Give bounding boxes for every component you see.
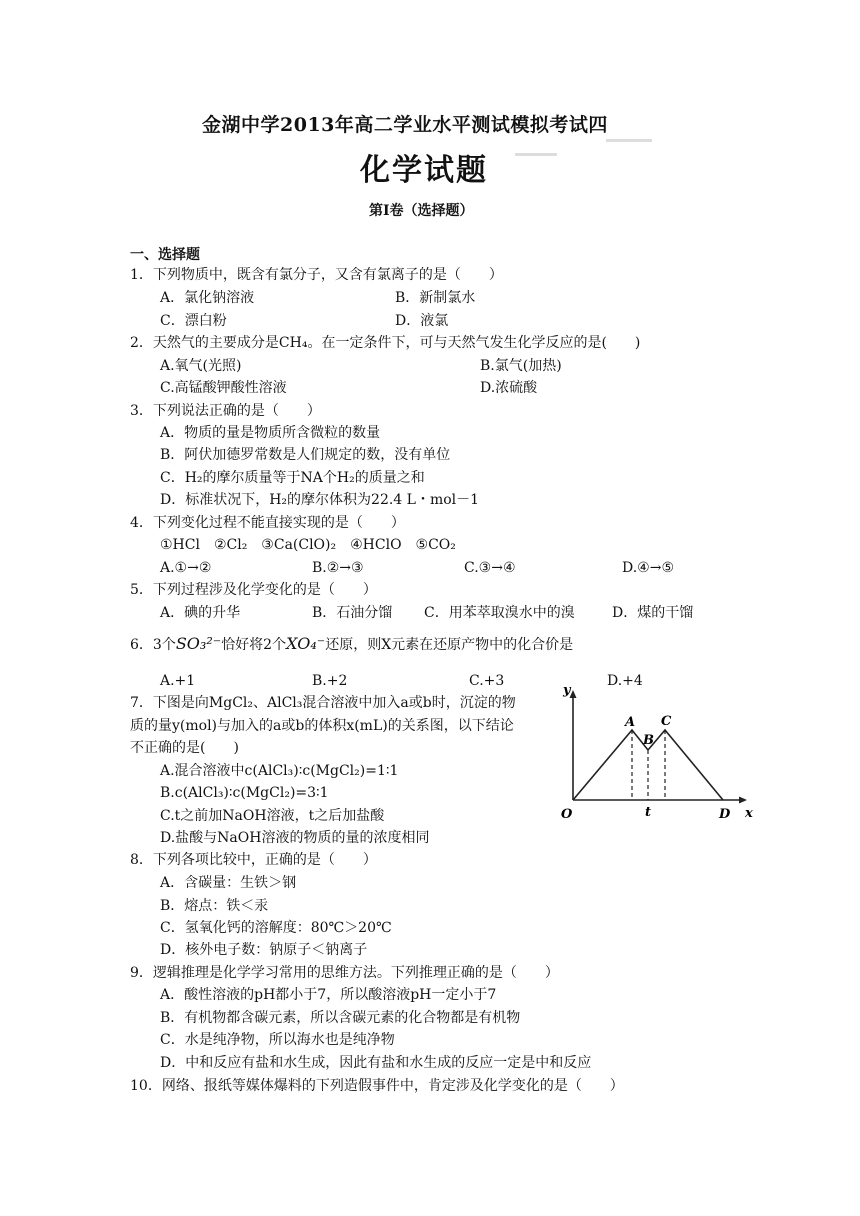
q2-option-c: C.高锰酸钾酸性溶液 (160, 380, 287, 396)
axis-label-x: x (745, 806, 753, 821)
q6-stem-mid: 恰好将2个 (221, 637, 287, 653)
q5-option-b: B．石油分馏 (312, 605, 393, 621)
q8-option-a: A．含碳量：生铁＞钢 (160, 875, 297, 891)
q6-formula-sulfite: SO₃²⁻ (175, 634, 222, 653)
q9-option-d: D．中和反应有盐和水生成，因此有盐和水生成的反应一定是中和反应 (160, 1055, 592, 1071)
question-1-stem: 1．下列物质中，既含有氯分子，又含有氯离子的是（ ） (130, 267, 503, 283)
question-9-stem: 9．逻辑推理是化学学习常用的思维方法。下列推理正确的是（ ） (130, 965, 559, 981)
q5-option-d: D．煤的干馏 (612, 605, 694, 621)
q7-option-a: A.混合溶液中c(AlCl₃)∶c(MgCl₂)=1∶1 (160, 763, 399, 779)
origin-label: O (561, 807, 573, 822)
q5-option-a: A．碘的升华 (160, 605, 241, 621)
q6-option-d: D.+4 (607, 673, 643, 689)
q1-option-a: A．氯化钠溶液 (160, 290, 255, 306)
q6-stem-pre: 6．3个 (130, 637, 176, 653)
point-label-c: C (661, 714, 672, 729)
volume-label: 第Ⅰ卷（选择题） (369, 203, 474, 219)
x-axis-arrow-icon (739, 797, 747, 804)
q4-option-a: A.①→② (160, 560, 212, 576)
q7-precipitate-graph (555, 682, 760, 824)
q9-option-b: B．有机物都含碳元素，所以含碳元素的化合物都是有机物 (160, 1010, 521, 1026)
q1-option-d: D．液氯 (395, 313, 449, 329)
question-2-stem: 2．天然气的主要成分是CH₄。在一定条件下，可与天然气发生化学反应的是( ) (130, 335, 641, 351)
subject-title: 化学试题 (360, 153, 488, 188)
scan-noise (606, 139, 652, 142)
q8-option-c: C．氢氧化钙的溶解度：80℃＞20℃ (160, 920, 392, 936)
axis-label-y: y (563, 683, 571, 698)
q2-option-b: B.氯气(加热) (480, 358, 562, 374)
q4-option-b: B.②→③ (312, 560, 364, 576)
exam-title: 金湖中学2013年高二学业水平测试模拟考试四 (202, 114, 608, 136)
question-4-stem: 4．下列变化过程不能直接实现的是（ ） (130, 515, 405, 531)
q3-option-d: D．标准状况下，H₂的摩尔体积为22.4 L・mol－1 (160, 492, 480, 508)
section-title: 一、选择题 (130, 247, 200, 263)
question-6-stem (130, 635, 573, 654)
q3-option-b: B．阿伏加德罗常数是人们规定的数，没有单位 (160, 447, 451, 463)
question-8-stem: 8．下列各项比较中，正确的是（ ） (130, 852, 377, 868)
point-label-b: B (643, 733, 654, 748)
q3-option-a: A．物质的量是物质所含微粒的数量 (160, 425, 381, 441)
q4-option-d: D.④→⑤ (622, 560, 675, 576)
q6-option-c: C.+3 (469, 673, 505, 689)
q2-option-d: D.浓硫酸 (480, 380, 538, 396)
tick-label-t: t (645, 805, 652, 820)
q7-option-d: D.盐酸与NaOH溶液的物质的量的浓度相同 (160, 830, 430, 846)
q9-option-a: A．酸性溶液的pH都小于7，所以酸溶液pH一定小于7 (160, 987, 497, 1003)
q1-option-b: B．新制氯水 (395, 290, 476, 306)
q4-items: ①HCl ②Cl₂ ③Ca(ClO)₂ ④HClO ⑤CO₂ (160, 537, 456, 553)
q6-option-a: A.+1 (160, 673, 196, 689)
q8-option-b: B．熔点：铁＜汞 (160, 898, 269, 914)
q8-option-d: D．核外电子数：钠原子＜钠离子 (160, 942, 368, 958)
point-label-a: A (625, 715, 636, 730)
q6-option-b: B.+2 (312, 673, 348, 689)
question-7-stem-line3: 不正确的是( ) (130, 740, 239, 756)
q4-option-c: C.③→④ (464, 560, 516, 576)
q7-option-b: B.c(AlCl₃)∶c(MgCl₂)=3∶1 (160, 785, 329, 801)
question-10-stem: 10．网络、报纸等媒体爆料的下列造假事件中，肯定涉及化学变化的是（ ） (130, 1078, 624, 1094)
q6-formula-xo4: XO₄⁻ (286, 634, 326, 653)
q2-option-a: A.氧气(光照) (160, 358, 242, 374)
q5-option-c: C．用苯萃取溴水中的溴 (424, 605, 575, 621)
q7-option-c: C.t之前加NaOH溶液，t之后加盐酸 (160, 808, 385, 824)
q1-option-c: C．漂白粉 (160, 313, 227, 329)
question-7-stem-line2: 质的量y(mol)与加入的a或b的体积x(mL)的关系图，以下结论 (130, 718, 514, 734)
q3-option-c: C．H₂的摩尔质量等于NA个H₂的质量之和 (160, 470, 425, 486)
point-label-d: D (719, 807, 731, 822)
scan-noise (515, 153, 557, 156)
question-7-stem-line1: 7．下图是向MgCl₂、AlCl₃混合溶液中加入a或b时，沉淀的物 (130, 695, 516, 711)
question-5-stem: 5．下列过程涉及化学变化的是（ ） (130, 582, 377, 598)
q9-option-c: C．水是纯净物，所以海水也是纯净物 (160, 1032, 395, 1048)
question-3-stem: 3．下列说法正确的是（ ） (130, 403, 321, 419)
q6-stem-post: 还原，则X元素在还原产物中的化合价是 (325, 637, 574, 653)
